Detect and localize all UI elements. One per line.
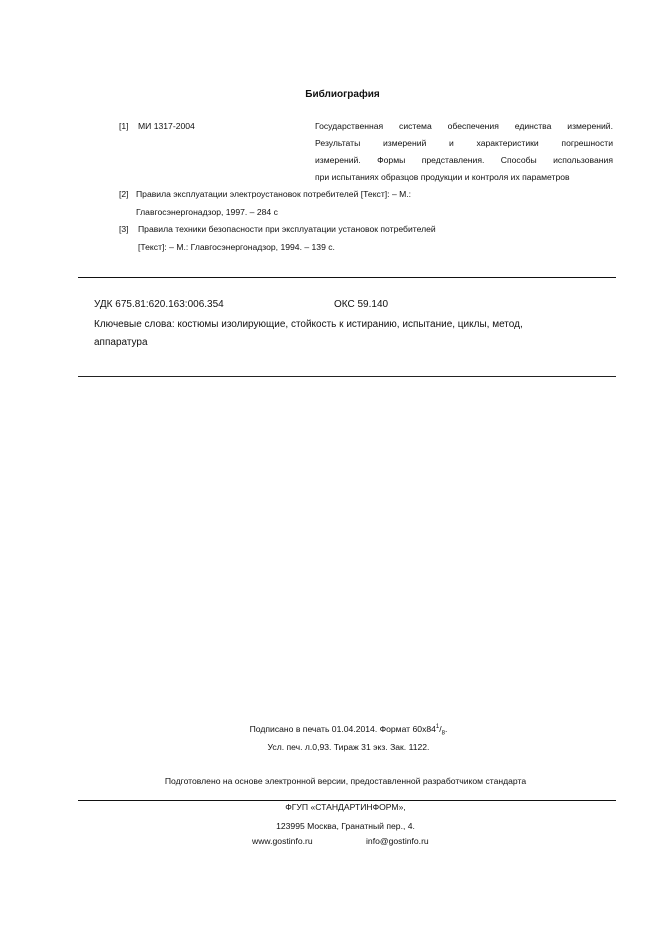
udk-code: УДК 675.81:620.163:006.354 — [94, 299, 224, 310]
bib-entry-1-line-2: Результаты измерений и характеристики погрешности — [315, 138, 613, 148]
publisher-website: www.gostinfo.ru — [252, 836, 313, 846]
signed-for-print: Подписано в печать 01.04.2014. Формат $60x84^1/_8$. — [249, 724, 448, 737]
bib-entry-1-number: [1] — [119, 121, 129, 131]
bib-entry-1-line-3: измерений. Формы представления. Способы использования — [315, 155, 613, 165]
bib-entry-3-line-1: Правила техники безопасности при эксплуатации установок потребителей — [138, 224, 436, 234]
bibliography-title: Библиография — [305, 89, 380, 100]
print-details: Усл. печ. л.0,93. Тираж 31 экз. Зак. 1122. — [267, 742, 430, 752]
bib-entry-2-line-1: Правила эксплуатации электроустановок потребителей [Текст]: – М.: — [136, 189, 412, 199]
publisher-email: info@gostinfo.ru — [366, 836, 429, 846]
bib-entry-1-line-1: Государственная система обеспечения единства измерений. — [315, 121, 613, 131]
bib-entry-1-code: МИ 1317-2004 — [138, 121, 195, 131]
prepared-note: Подготовлено на основе электронной версии, предоставленной разработчиком стандарта — [164, 776, 527, 786]
bib-entry-2-line-2: Главгосэнергонадзор, 1997. – 284 с — [136, 207, 278, 217]
classification-top-rule — [78, 277, 616, 278]
bib-entry-3-line-2: [Текст]: – М.: Главгосэнергонадзор, 1994. – 139 с. — [138, 242, 335, 252]
oks-code: ОКС 59.140 — [334, 299, 389, 310]
bib-entry-3-number: [3] — [119, 224, 129, 234]
classification-bottom-rule — [78, 376, 616, 377]
publisher-address: 123995 Москва, Гранатный пер., 4. — [276, 821, 415, 831]
bib-entry-2-number: [2] — [119, 189, 129, 199]
bib-entry-1-line-4: при испытаниях образцов продукции и контроля их параметров — [315, 172, 570, 182]
keywords-line-2: аппаратура — [94, 337, 148, 348]
publisher-name: ФГУП «СТАНДАРТИНФОРМ», — [285, 802, 406, 812]
keywords-line-1: Ключевые слова: костюмы изолирующие, стойкость к истиранию, испытание, циклы, метод, — [94, 319, 523, 330]
publisher-rule — [78, 800, 616, 801]
